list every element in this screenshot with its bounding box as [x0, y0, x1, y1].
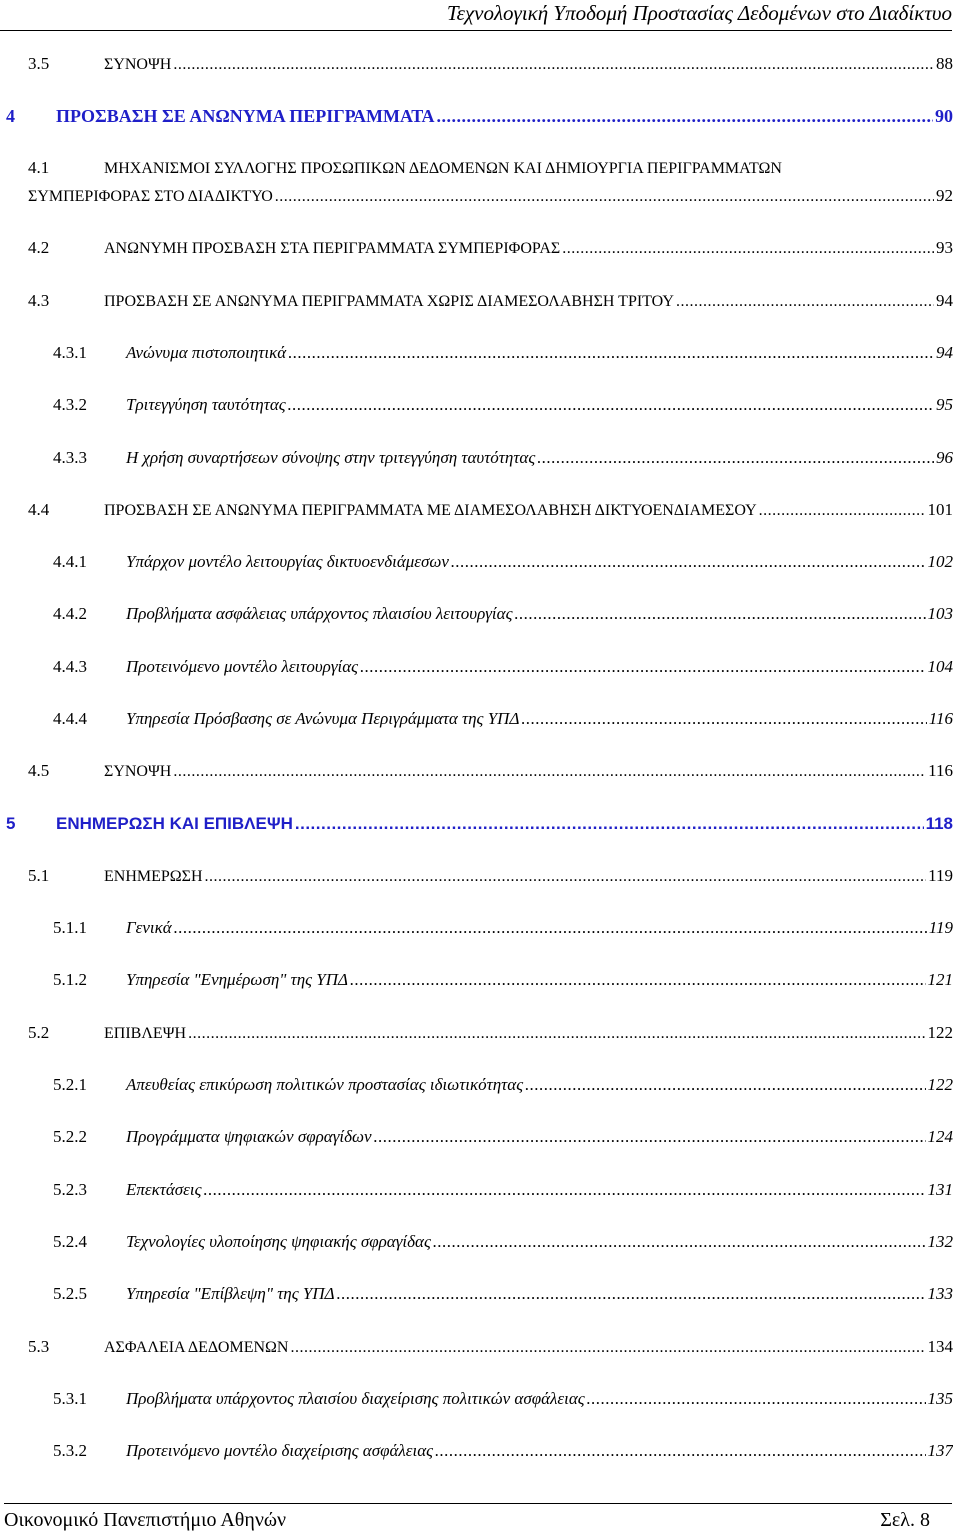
toc-page-number: 135 — [927, 1389, 953, 1408]
dot-leader — [360, 657, 925, 677]
toc-page-number: 134 — [927, 1337, 953, 1356]
toc-title: Υπηρεσία "Ενημέρωση" της ΥΠΔ — [126, 970, 349, 989]
toc-page-number: 88 — [936, 54, 953, 73]
toc-entry-4-3-3[interactable] — [0, 448, 953, 476]
toc-entry-4-4-2[interactable] — [0, 604, 953, 632]
toc-page-number: 119 — [928, 866, 953, 885]
toc-title-line1: ΜΗΧΑΝΙΣΜΟΙ ΣΥΛΛΟΓΗΣ ΠΡΟΣΩΠΙΚΩΝ ΔΕΔΟΜΕΝΩΝ ΚΑΙ ΔΗΜΙΟΥΡΓΙΑ ΠΕΡΙΓΡΑΜΜΑΤΩΝ — [104, 160, 782, 177]
toc-title: Υπηρεσία "Επίβλεψη" της ΥΠΔ — [126, 1284, 335, 1303]
dot-leader — [676, 293, 934, 311]
dot-leader — [350, 970, 925, 990]
toc-title: ΕΝΗΜΕΡΩΣΗ ΚΑΙ ΕΠΙΒΛΕΨΗ — [56, 814, 293, 833]
toc-title: Προβλήματα υπάρχοντος πλαισίου διαχείρισης πολιτικών ασφάλειας — [126, 1389, 585, 1408]
toc-entry-5-2-4[interactable] — [0, 1232, 953, 1260]
footer-institution: Οικονομικό Πανεπιστήμιο Αθηνών — [4, 1509, 287, 1531]
toc-number: 5.2.4 — [53, 1232, 87, 1251]
toc-entry-4-4-3[interactable] — [0, 657, 953, 685]
dot-leader — [537, 448, 934, 468]
toc-page-number: 93 — [936, 238, 953, 257]
toc-entry-5-2-3[interactable] — [0, 1180, 953, 1208]
toc-number: 4.3.2 — [53, 395, 87, 414]
toc-entry-4-4-1[interactable] — [0, 552, 953, 580]
dot-leader — [374, 1127, 926, 1147]
toc-title: ΕΠΙΒΛΕΨΗ — [104, 1025, 187, 1042]
toc-title: ΣΥΝΟΨΗ — [104, 763, 172, 780]
toc-title: ΠΡΟΣΒΑΣΗ ΣΕ ΑΝΩΝΥΜΑ ΠΕΡΙΓΡΑΜΜΑΤΑ ΜΕ ΔΙΑΜΕΣΟΛΑΒΗΣΗ ΔΙΚΤΥΟΕΝΔΙΑΜΕΣΟΥ — [104, 502, 757, 519]
toc-page-number: 137 — [927, 1441, 953, 1460]
toc-page-number: 92 — [936, 186, 953, 205]
dot-leader — [290, 1339, 925, 1357]
toc-page-number: 90 — [935, 106, 953, 126]
dot-leader — [437, 106, 933, 127]
dot-leader — [203, 1180, 925, 1200]
toc-title: Προτεινόμενο μοντέλο διαχείρισης ασφάλειας — [126, 1441, 434, 1460]
toc-entry-5-3-2[interactable] — [0, 1441, 953, 1469]
toc-title: Υπάρχον μοντέλο λειτουργίας δικτυοενδιάμεσων — [126, 552, 449, 571]
toc-page-number: 118 — [925, 814, 953, 833]
toc-number: 4.4.2 — [53, 604, 87, 623]
toc-title: ΕΝΗΜΕΡΩΣΗ — [104, 868, 203, 885]
dot-leader — [451, 552, 926, 572]
toc-page-number: 132 — [927, 1232, 953, 1251]
toc-page-number: 94 — [936, 291, 953, 310]
toc-number: 3.5 — [28, 54, 50, 73]
toc-title: Τριτεγγύηση ταυτότητας — [126, 395, 286, 414]
toc-entry-5-3[interactable] — [0, 1337, 953, 1365]
toc-number: 5 — [6, 814, 16, 833]
toc-number: 4.3 — [28, 291, 50, 310]
toc-entry-4-1[interactable] — [0, 158, 953, 186]
dot-leader — [435, 1441, 925, 1461]
toc-entry-5-2-1[interactable] — [0, 1075, 953, 1103]
dot-leader — [562, 240, 934, 258]
footer-page-label: Σελ. 8 — [880, 1509, 930, 1531]
toc-entry-5-2-5[interactable] — [0, 1284, 953, 1312]
toc-number: 5.2.5 — [53, 1284, 87, 1303]
toc-entry-4-5[interactable] — [0, 761, 953, 789]
dot-leader — [337, 1284, 926, 1304]
toc-entry-4-2[interactable] — [0, 238, 953, 266]
toc-title: Τεχνολογίες υλοποίησης ψηφιακής σφραγίδας — [126, 1232, 431, 1251]
toc-page-number: 103 — [927, 604, 953, 623]
toc-page-number: 122 — [927, 1023, 953, 1042]
dot-leader — [514, 604, 925, 624]
dot-leader — [188, 1025, 925, 1043]
dot-leader — [759, 502, 926, 520]
toc-number: 5.2.3 — [53, 1180, 87, 1199]
dot-leader — [288, 343, 934, 363]
toc-number: 4.1 — [28, 158, 50, 177]
toc-number: 4.4 — [28, 500, 50, 519]
toc-page-number: 116 — [928, 709, 953, 728]
toc-title: Η χρήση συναρτήσεων σύνοψης στην τριτεγγύηση ταυτότητας — [126, 448, 536, 467]
running-header-title: Τεχνολογική Υποδομή Προστασίας Δεδομένων στο Διαδίκτυο — [446, 1, 952, 25]
toc-number: 4.4.1 — [53, 552, 87, 571]
dot-leader — [587, 1389, 926, 1409]
dot-leader — [173, 56, 934, 74]
toc-page-number: 101 — [927, 500, 953, 519]
toc-page-number: 122 — [927, 1075, 953, 1094]
toc-title: Προτεινόμενο μοντέλο λειτουργίας — [126, 657, 359, 676]
toc-title-line2: ΣΥΜΠΕΡΙΦΟΡΑΣ ΣΤΟ ΔΙΑΔΙΚΤΥΟ — [28, 188, 273, 205]
toc-number: 4.2 — [28, 238, 50, 257]
toc-title: ΠΡΟΣΒΑΣΗ ΣΕ ΑΝΩΝΥΜΑ ΠΕΡΙΓΡΑΜΜΑΤΑ ΧΩΡΙΣ ΔΙΑΜΕΣΟΛΑΒΗΣΗ ΤΡΙΤΟΥ — [104, 293, 674, 310]
toc-number: 5.3 — [28, 1337, 50, 1356]
toc-number: 4.3.3 — [53, 448, 87, 467]
toc-entry-4-3-1[interactable] — [0, 343, 953, 371]
toc-number: 5.1.2 — [53, 970, 87, 989]
dot-leader — [174, 918, 927, 938]
toc-entry-4-3-2[interactable] — [0, 395, 953, 423]
toc-number: 5.2.1 — [53, 1075, 87, 1094]
toc-title: Προγράμματα ψηφιακών σφραγίδων — [126, 1127, 372, 1146]
toc-number: 5.3.1 — [53, 1389, 87, 1408]
toc-page-number: 121 — [927, 970, 953, 989]
toc-number: 5.3.2 — [53, 1441, 87, 1460]
page-footer — [4, 1503, 952, 1532]
toc-page-number: 94 — [936, 343, 953, 362]
toc-title: Ανώνυμα πιστοποιητικά — [126, 343, 287, 362]
toc-number: 5.2 — [28, 1023, 50, 1042]
toc-entry-3-5[interactable] — [0, 54, 953, 82]
toc-number: 4 — [6, 106, 15, 126]
toc-page-number: 131 — [927, 1180, 953, 1199]
toc-entry-5-3-1[interactable] — [0, 1389, 953, 1417]
toc-title: Γενικά — [126, 918, 172, 937]
toc-page-number: 116 — [928, 761, 953, 780]
dot-leader — [525, 1075, 925, 1095]
toc-number: 4.3.1 — [53, 343, 87, 362]
toc-page-number: 124 — [927, 1127, 953, 1146]
dot-leader — [275, 188, 934, 206]
toc-number: 5.2.2 — [53, 1127, 87, 1146]
toc-entry-5-1-1[interactable] — [0, 918, 953, 946]
toc-entry-4-1-continuation[interactable] — [0, 186, 953, 214]
toc-number: 4.4.3 — [53, 657, 87, 676]
toc-number: 4.5 — [28, 761, 50, 780]
toc-title: ΣΥΝΟΨΗ — [104, 56, 172, 73]
toc-page-number: 104 — [927, 657, 953, 676]
toc-page-number: 119 — [928, 918, 953, 937]
toc-entry-chapter-4[interactable] — [0, 106, 953, 134]
toc-entry-4-3[interactable] — [0, 291, 953, 319]
toc-entry-chapter-5[interactable] — [0, 814, 953, 842]
toc-title: Επεκτάσεις — [126, 1180, 202, 1199]
toc-number: 4.4.4 — [53, 709, 87, 728]
dot-leader — [521, 709, 926, 729]
toc-number: 5.1.1 — [53, 918, 87, 937]
toc-title: Υπηρεσία Πρόσβασης σε Ανώνυμα Περιγράμματα της ΥΠΔ — [126, 709, 520, 728]
dot-leader — [173, 763, 926, 781]
dot-leader — [433, 1232, 926, 1252]
toc-title: Προβλήματα ασφάλειας υπάρχοντος πλαισίου λειτουργίας — [126, 604, 513, 623]
toc-page-number: 102 — [927, 552, 953, 571]
toc-page-number: 133 — [927, 1284, 953, 1303]
dot-leader — [288, 395, 934, 415]
toc-title: ΑΝΩΝΥΜΗ ΠΡΟΣΒΑΣΗ ΣΤΑ ΠΕΡΙΓΡΑΜΜΑΤΑ ΣΥΜΠΕΡΙΦΟΡΑΣ — [104, 240, 561, 257]
toc-entry-4-4[interactable] — [0, 500, 953, 528]
toc-entry-5-2[interactable] — [0, 1023, 953, 1051]
toc-entry-5-1[interactable] — [0, 866, 953, 894]
toc-page-number: 96 — [936, 448, 953, 467]
toc-entry-4-4-4[interactable] — [0, 709, 953, 737]
toc-title: ΠΡΟΣΒΑΣΗ ΣΕ ΑΝΩΝΥΜΑ ΠΕΡΙΓΡΑΜΜΑΤΑ — [56, 106, 435, 126]
toc-entry-5-2-2[interactable] — [0, 1127, 953, 1155]
toc-number: 5.1 — [28, 866, 50, 885]
toc-entry-5-1-2[interactable] — [0, 970, 953, 998]
dot-leader — [205, 868, 927, 886]
dot-leader — [295, 814, 924, 834]
toc-page-number: 95 — [936, 395, 953, 414]
toc-title: ΑΣΦΑΛΕΙΑ ΔΕΔΟΜΕΝΩΝ — [104, 1339, 289, 1356]
toc-title: Απευθείας επικύρωση πολιτικών προστασίας ιδιωτικότητας — [126, 1075, 524, 1094]
